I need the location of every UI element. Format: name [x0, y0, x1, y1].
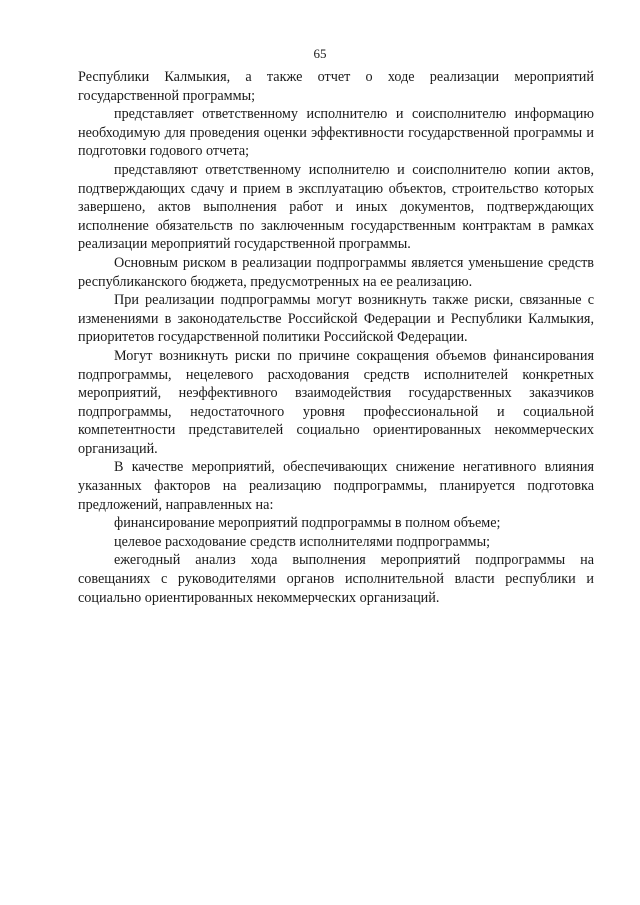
paragraph: представляет ответственному исполнителю и соисполнителю информацию необходимую для проведения оценки эффективности государственной программы и подготовки годового отчета; — [78, 106, 594, 160]
document-body — [78, 68, 594, 607]
list-item: финансирование мероприятий подпрограммы в полном объеме; — [114, 515, 501, 532]
paragraph: При реализации подпрограммы могут возникнуть также риски, связанные с изменениями в законодательстве Российской Федерации и Республики Калмыкия, приоритетов государственной политики Российской Федерации. — [78, 292, 594, 346]
paragraph: В качестве мероприятий, обеспечивающих снижение негативного влияния указанных факторов на реализацию подпрограммы, планируется подготовка предложений, направленных на: — [78, 459, 594, 513]
list-item: ежегодный анализ хода выполнения мероприятий подпрограммы на совещаниях с руководителями органов исполнительной власти республики и социально ориентированных некоммерческих организаций. — [78, 552, 594, 606]
paragraph: Основным риском в реализации подпрограммы является уменьшение средств республиканского бюджета, предусмотренных на ее реализацию. — [78, 254, 594, 290]
page-number: 65 — [313, 46, 327, 61]
list-item: целевое расходование средств исполнителями подпрограммы; — [114, 533, 491, 550]
paragraph: представляют ответственному исполнителю и соисполнителю копии актов, подтверждающих сдачу и прием в эксплуатацию объектов, строительство которых завершено, актов выполнения работ и иных документов, подтверждающих исполнение обязательств по заключенным государственным контрактам в рамках реализации мероприятий государственной программы. — [78, 161, 594, 253]
paragraph-continuation: Республики Калмыкия, а также отчет о ходе реализации мероприятий государственной программы; — [78, 69, 594, 104]
paragraph: Могут возникнуть риски по причине сокращения объемов финансирования подпрограммы, нецелевого расходования средств исполнителей конкретных мероприятий, неэффективного взаимодействия государственных заказчиков подпрограммы, недостаточного уровня профессиональной и социальной компетентности представителей социально ориентированных некоммерческих организаций. — [78, 347, 594, 457]
